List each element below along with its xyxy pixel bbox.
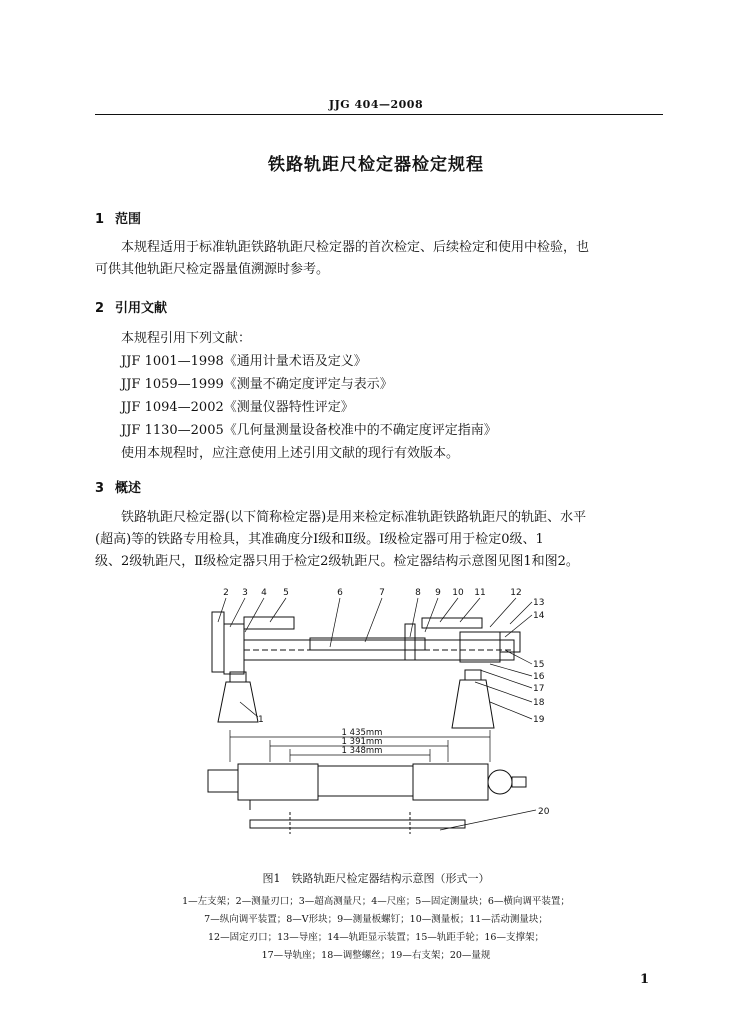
section-heading-overview [95,477,141,496]
dimension-label: 1 391mm [341,737,383,747]
part-label: 19 [533,715,545,725]
plan-view [208,764,526,834]
part-label: 9 [435,588,441,598]
header-code: JJG 404—2008 [328,98,424,111]
part-label: 6 [337,588,343,598]
references-note: 使用本规程时，应注意使用上述引用文献的现行有效版本。 [121,446,460,461]
section-title: 范围 [115,212,142,227]
side-view [212,612,520,728]
section-number: 1 [95,212,105,227]
part-label: 20 [538,807,550,817]
part-label: 10 [452,588,464,598]
part-label: 16 [533,672,545,682]
scope-line-1: 本规程适用于标准轨距铁路轨距尺检定器的首次检定、后续检定和使用中检验，也 [121,240,590,255]
page-number: 1 [640,972,650,987]
figure-legend-line: 1—左支架；2—测量刃口；3—超高测量尺；4—尺座；5—固定测量块；6—横向调平装置； [182,896,570,907]
reference-item: JJF 1130—2005《几何量测量设备校准中的不确定度评定指南》 [121,423,497,438]
reference-item: JJF 1001—1998《通用计量术语及定义》 [121,354,367,369]
figure-caption: 图1 铁路轨距尺检定器结构示意图（形式一） [262,872,490,885]
section-title: 概述 [115,481,142,496]
part-label: 15 [533,660,545,670]
reference-item: JJF 1094—2002《测量仪器特性评定》 [121,400,354,415]
part-label: 14 [533,611,545,621]
part-label: 12 [510,588,522,598]
overview-line-3: 级、2级轨距尺，Ⅱ级检定器只用于检定2级轨距尺。检定器结构示意图见图1和图2。 [95,554,579,569]
part-label: 11 [474,588,486,598]
page-title: 铁路轨距尺检定器检定规程 [268,155,484,175]
part-label: 8 [415,588,421,598]
part-label: 13 [533,598,545,608]
part-label: 18 [533,698,545,708]
structure-diagram [190,582,570,844]
section-heading-scope [95,208,141,227]
section-heading-references [95,297,167,316]
dimension-label: 1 348mm [341,746,383,756]
overview-line-1: 铁路轨距尺检定器(以下简称检定器)是用来检定标准轨距铁路轨距尺的轨距、水平 [121,510,587,525]
reference-item: JJF 1059—1999《测量不确定度评定与表示》 [121,377,393,392]
part-label: 5 [283,588,289,598]
part-label: 7 [379,588,385,598]
part-label: 3 [242,588,248,598]
section-number: 2 [95,301,105,316]
figure-legend-line: 7—纵向调平装置；8—V形块；9—测量板螺钉；10—测量板；11—活动测量块； [204,914,548,925]
part-label: 4 [261,588,267,598]
dimension-labels [342,728,383,756]
part-labels-top [223,588,522,598]
references-intro: 本规程引用下列文献： [121,331,252,346]
section-title: 引用文献 [115,301,168,316]
part-labels-right [533,598,545,725]
dimension-label: 1 435mm [341,728,383,738]
scope-line-2: 可供其他轨距尺检定器量值溯源时参考。 [95,262,330,277]
figure-legend-line: 17—导轨座；18—调整螺丝；19—右支架；20—量规 [261,950,491,961]
header-rule [95,114,663,115]
overview-line-2: (超高)等的铁路专用检具，其准确度分Ⅰ级和Ⅱ级。Ⅰ级检定器可用于检定0级、1 [95,532,544,547]
figure-legend-line: 12—固定刃口；13—导座；14—轨距显示装置；15—轨距手轮；16—支撑架； [208,932,544,943]
part-label: 17 [533,684,545,694]
part-label: 2 [223,588,229,598]
section-number: 3 [95,481,105,496]
part-label: 1 [258,715,264,725]
